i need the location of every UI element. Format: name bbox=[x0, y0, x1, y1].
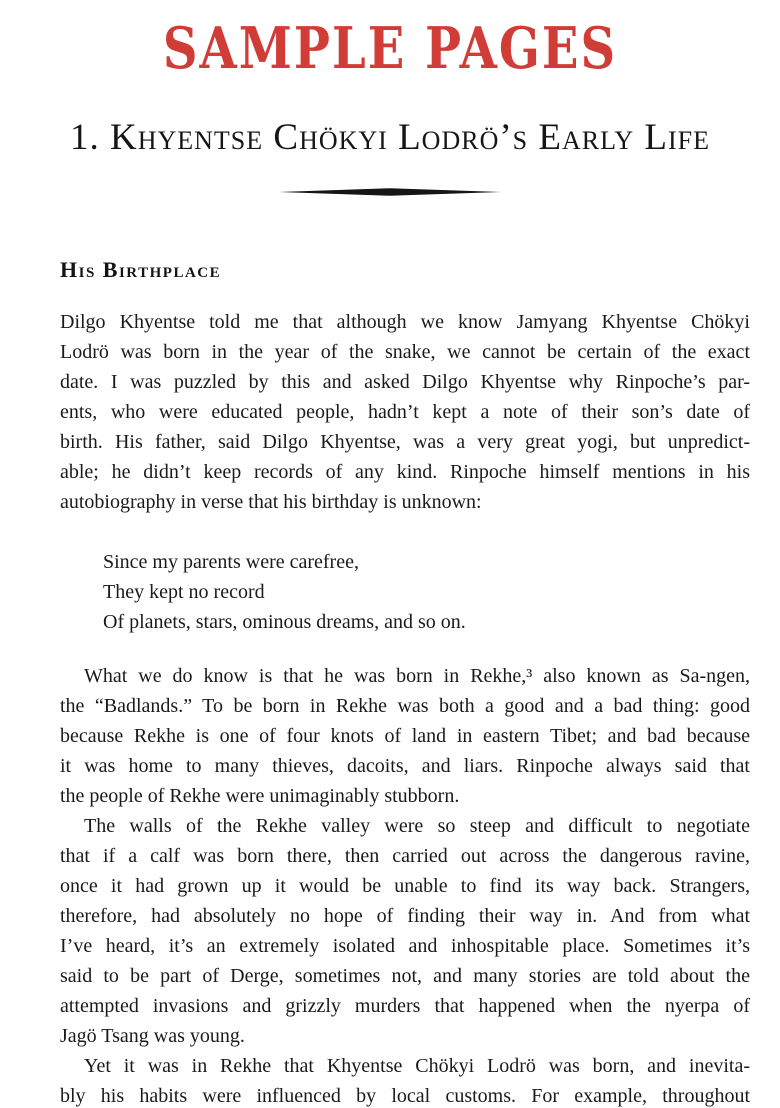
paragraph-2 bbox=[60, 661, 750, 811]
body-line: once it had grown up it would be unable to find its way back. Strangers, bbox=[60, 875, 750, 897]
body-line: because Rekhe is one of four knots of land in eastern Tibet; and bad because bbox=[60, 725, 750, 747]
swelled-rule-divider bbox=[279, 184, 501, 194]
verse-line: They kept no record bbox=[103, 581, 265, 603]
body-line: that if a calf was born there, then carried out across the dangerous ravine, bbox=[60, 845, 750, 867]
body-line: The walls of the Rekhe valley were so steep and difficult to negotiate bbox=[84, 815, 750, 837]
chapter-title: 1. Khyentse Chökyi Lodrö’s Early Life bbox=[69, 117, 711, 158]
body-line: bly his habits were influenced by local customs. For example, throughout bbox=[60, 1085, 750, 1107]
page-content bbox=[60, 256, 750, 1108]
body-line: able; he didn’t keep records of any kind. Rinpoche himself mentions in his bbox=[60, 461, 750, 483]
body-line: date. I was puzzled by this and asked Dilgo Khyentse why Rinpoche’s par- bbox=[60, 371, 750, 393]
body-line: attempted invasions and grizzly murders that happened when the nyerpa of bbox=[60, 995, 750, 1017]
section-heading: His Birthplace bbox=[60, 257, 222, 282]
paragraph-1 bbox=[60, 307, 750, 517]
body-line: therefore, had absolutely no hope of finding their way in. And from what bbox=[60, 905, 750, 927]
divider-shape bbox=[279, 187, 501, 197]
body-line: ents, who were educated people, hadn’t kept a note of their son’s date of bbox=[60, 401, 750, 423]
body-line: it was home to many thieves, dacoits, and liars. Rinpoche always said that bbox=[60, 755, 750, 777]
body-line: Dilgo Khyentse told me that although we know Jamyang Khyentse Chökyi bbox=[60, 311, 750, 333]
body-line: Lodrö was born in the year of the snake, we cannot be certain of the exact bbox=[60, 341, 750, 363]
body-line: birth. His father, said Dilgo Khyentse, was a very great yogi, but unpredict- bbox=[60, 431, 750, 453]
body-line: autobiography in verse that his birthday is unknown: bbox=[60, 491, 482, 513]
body-line: Yet it was in Rekhe that Khyentse Chökyi Lodrö was born, and inevita- bbox=[84, 1055, 750, 1077]
body-line: What we do know is that he was born in Rekhe,³ also known as Sa-ngen, bbox=[84, 665, 750, 687]
body-line: the people of Rekhe were unimaginably stubborn. bbox=[60, 785, 460, 807]
paragraph-3 bbox=[60, 811, 750, 1051]
verse-line: Of planets, stars, ominous dreams, and so on. bbox=[103, 611, 466, 633]
verse-quote bbox=[103, 547, 750, 637]
sample-pages-stamp: SAMPLE PAGES bbox=[162, 16, 618, 83]
body-line: I’ve heard, it’s an extremely isolated and inhospitable place. Sometimes it’s bbox=[60, 935, 750, 957]
paragraph-4 bbox=[60, 1051, 750, 1108]
verse-line: Since my parents were carefree, bbox=[103, 551, 359, 573]
body-line: the “Badlands.” To be born in Rekhe was both a good and a bad thing: good bbox=[60, 695, 750, 717]
body-line: said to be part of Derge, sometimes not, and many stories are told about the bbox=[60, 965, 750, 987]
body-line: Jagö Tsang was young. bbox=[60, 1025, 245, 1047]
